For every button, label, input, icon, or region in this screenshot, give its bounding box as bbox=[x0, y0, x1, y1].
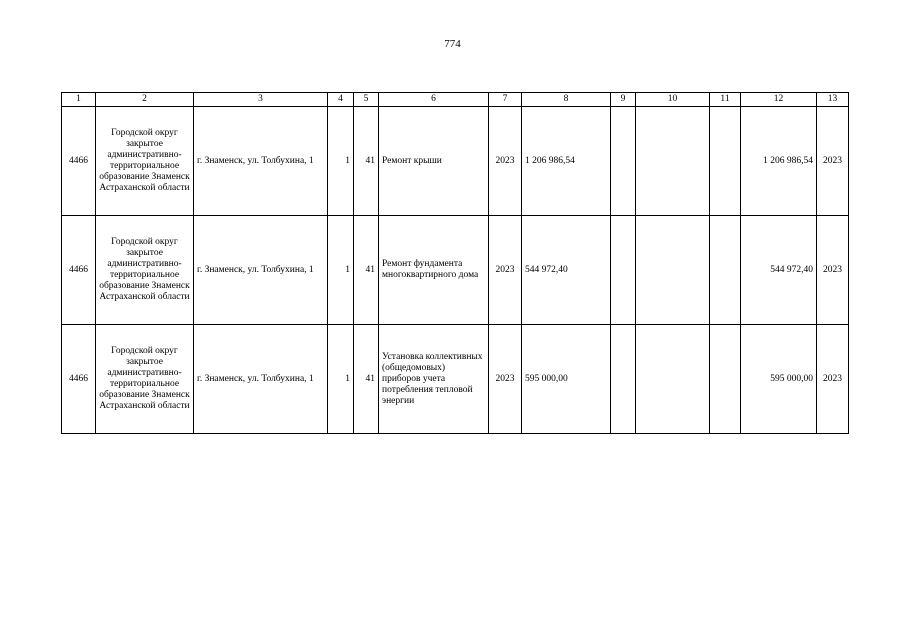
column-header: 8 bbox=[522, 93, 611, 107]
cell-col10 bbox=[636, 107, 710, 216]
cell-id: 4466 bbox=[62, 325, 96, 434]
cell-col10 bbox=[636, 216, 710, 325]
cell-col4: 1 bbox=[328, 107, 354, 216]
cell-end-year: 2023 bbox=[817, 216, 849, 325]
cell-cost: 1 206 986,54 bbox=[741, 107, 817, 216]
cell-year: 2023 bbox=[489, 216, 522, 325]
cell-col5: 41 bbox=[354, 107, 379, 216]
column-header: 12 bbox=[741, 93, 817, 107]
column-header: 13 bbox=[817, 93, 849, 107]
table-row bbox=[62, 216, 849, 325]
cell-col9 bbox=[611, 325, 636, 434]
cell-work-type: Установка коллективных (общедомовых) приборов учета потребления тепловой энергии bbox=[379, 325, 489, 434]
cell-cost: 595 000,00 bbox=[741, 325, 817, 434]
cell-total-cost: 1 206 986,54 bbox=[522, 107, 611, 216]
table-row bbox=[62, 325, 849, 434]
cell-cost: 544 972,40 bbox=[741, 216, 817, 325]
cell-col9 bbox=[611, 107, 636, 216]
column-header: 7 bbox=[489, 93, 522, 107]
cell-municipality: Городской округ закрытое административно-территориальное образование Знаменск Астраханской области bbox=[96, 216, 194, 325]
column-header: 6 bbox=[379, 93, 489, 107]
cell-work-type: Ремонт крыши bbox=[379, 107, 489, 216]
cell-col5: 41 bbox=[354, 216, 379, 325]
cell-address: г. Знаменск, ул. Толбухина, 1 bbox=[194, 216, 328, 325]
cell-col11 bbox=[710, 325, 741, 434]
cell-year: 2023 bbox=[489, 325, 522, 434]
cell-municipality: Городской округ закрытое административно-территориальное образование Знаменск Астраханской области bbox=[96, 325, 194, 434]
cell-total-cost: 544 972,40 bbox=[522, 216, 611, 325]
cell-col11 bbox=[710, 216, 741, 325]
column-header: 10 bbox=[636, 93, 710, 107]
cell-col9 bbox=[611, 216, 636, 325]
cell-address: г. Знаменск, ул. Толбухина, 1 bbox=[194, 325, 328, 434]
column-header: 3 bbox=[194, 93, 328, 107]
cell-end-year: 2023 bbox=[817, 325, 849, 434]
column-header: 11 bbox=[710, 93, 741, 107]
cell-col5: 41 bbox=[354, 325, 379, 434]
cell-col4: 1 bbox=[328, 216, 354, 325]
page-number: 774 bbox=[444, 38, 461, 50]
cell-address: г. Знаменск, ул. Толбухина, 1 bbox=[194, 107, 328, 216]
cell-total-cost: 595 000,00 bbox=[522, 325, 611, 434]
cell-col4: 1 bbox=[328, 325, 354, 434]
cell-municipality: Городской округ закрытое административно-территориальное образование Знаменск Астраханской области bbox=[96, 107, 194, 216]
works-table bbox=[61, 92, 849, 434]
column-header: 2 bbox=[96, 93, 194, 107]
column-header: 4 bbox=[328, 93, 354, 107]
cell-end-year: 2023 bbox=[817, 107, 849, 216]
cell-id: 4466 bbox=[62, 107, 96, 216]
column-number-row bbox=[62, 93, 849, 107]
cell-col10 bbox=[636, 325, 710, 434]
cell-year: 2023 bbox=[489, 107, 522, 216]
column-header: 9 bbox=[611, 93, 636, 107]
cell-id: 4466 bbox=[62, 216, 96, 325]
table-row bbox=[62, 107, 849, 216]
cell-col11 bbox=[710, 107, 741, 216]
column-header: 1 bbox=[62, 93, 96, 107]
column-header: 5 bbox=[354, 93, 379, 107]
cell-work-type: Ремонт фундамента многоквартирного дома bbox=[379, 216, 489, 325]
